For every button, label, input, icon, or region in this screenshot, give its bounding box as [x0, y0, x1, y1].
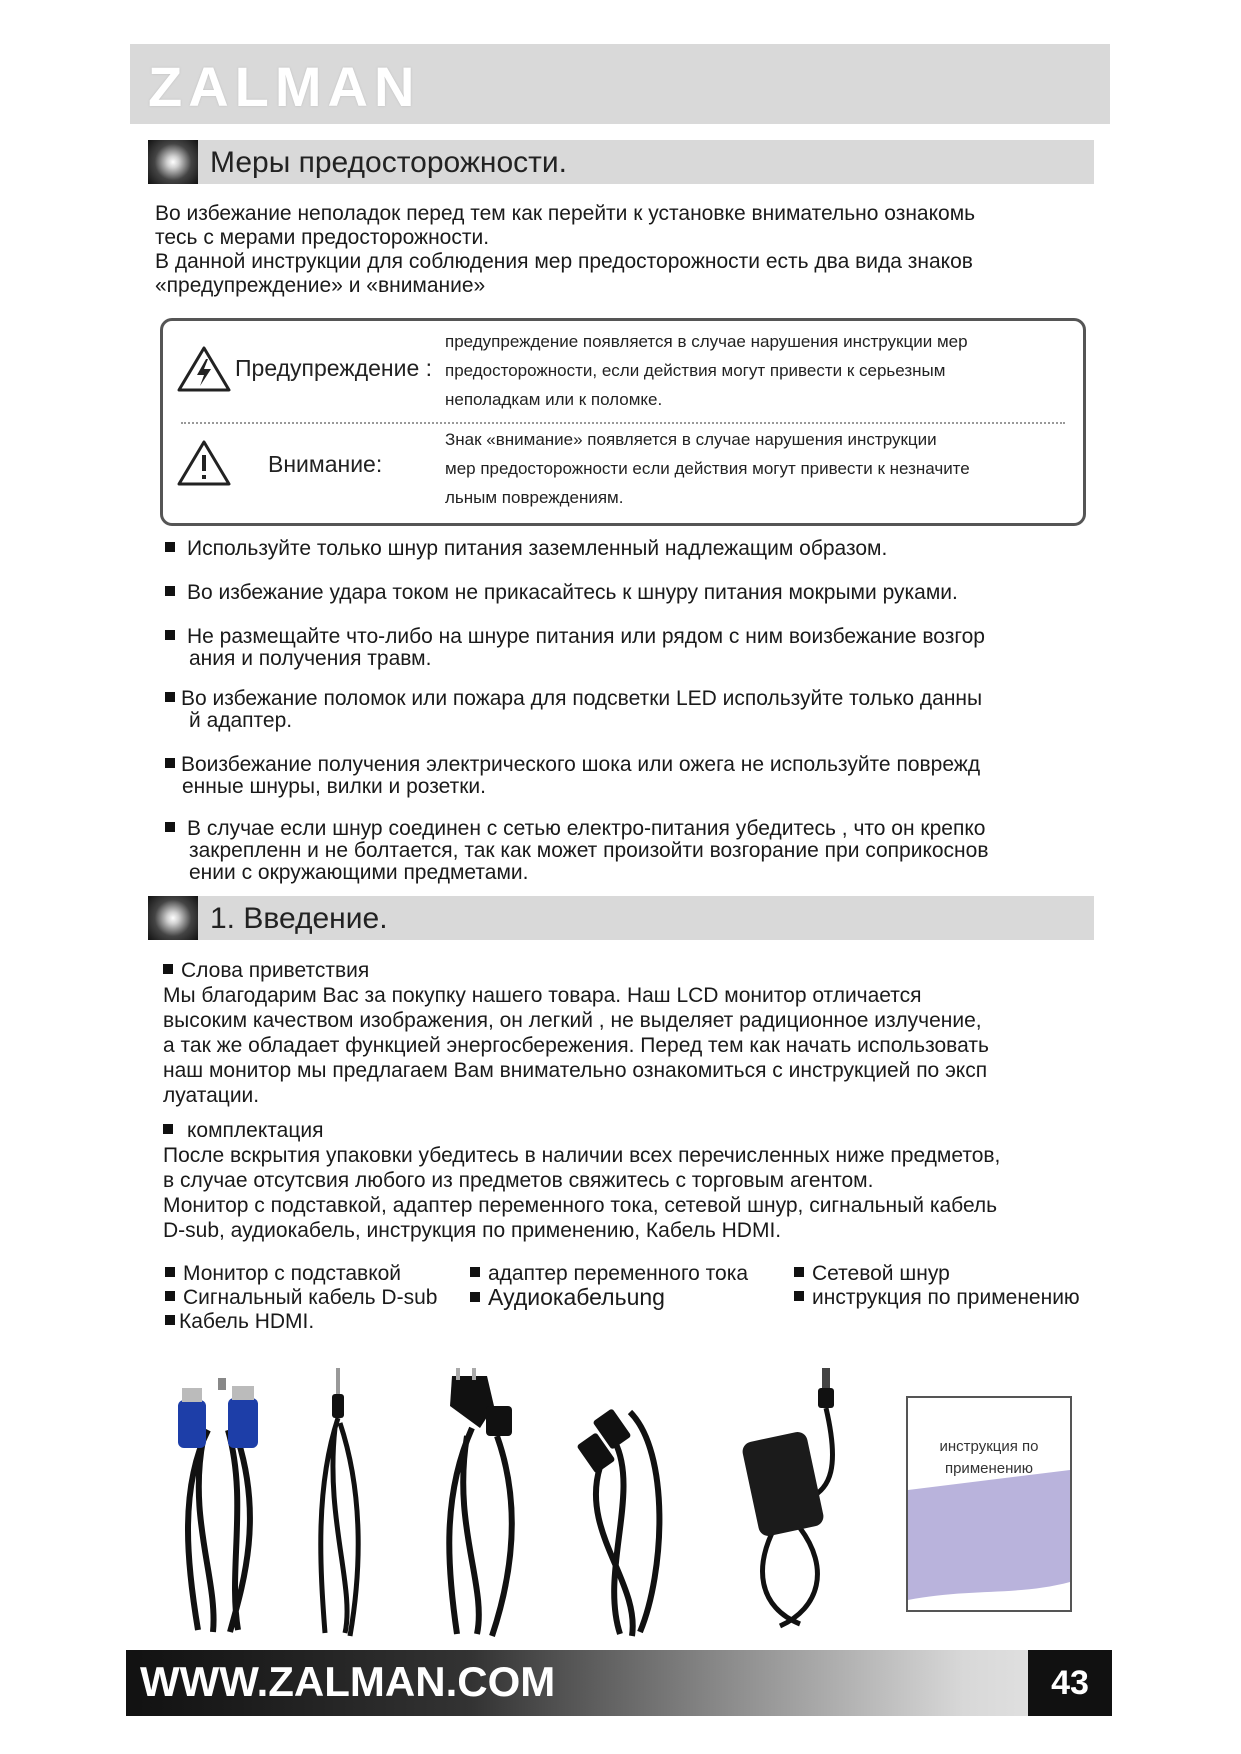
greeting-line: а так же обладает функцией энергосбережения. Перед тем как начать использовать: [163, 1034, 989, 1057]
caution-line: льным повреждениям.: [445, 488, 624, 507]
bullet-square-icon: [165, 586, 175, 596]
zalman-logo: ZALMAN: [148, 55, 421, 118]
bullet-square-icon: [794, 1291, 804, 1301]
greeting-block: [163, 958, 989, 1108]
caution-line: Знак «внимание» появляется в случае нарушения инструкции: [445, 430, 937, 449]
bullet-text: ении с окружающими предметами.: [189, 861, 529, 884]
package-item: [165, 1310, 314, 1334]
package-block: [163, 1118, 1000, 1243]
greeting-line: луатации.: [163, 1084, 260, 1107]
bullet-square-icon: [165, 1315, 175, 1325]
precaution-bullet: [165, 754, 980, 798]
bullet-square-icon: [165, 1267, 175, 1277]
manual-caption-line: инструкция по: [939, 1438, 1039, 1455]
package-item: [794, 1286, 1080, 1310]
package-line: D-sub, аудиокабель, инструкция по применению, Кабель HDMI.: [163, 1219, 782, 1242]
greeting-line: Мы благодарим Вас за покупку нашего товара. Наш LCD монитор отличается: [163, 984, 922, 1007]
bullet-square-icon: [165, 630, 175, 640]
bullet-text: Во избежание удара током не прикасайтесь к шнуру питания мокрыми руками.: [187, 581, 958, 604]
precaution-bullet: [165, 626, 985, 670]
audio-cable-image: [310, 1368, 380, 1640]
bullet-square-icon: [165, 822, 175, 832]
package-item: [165, 1262, 401, 1286]
caution-description: [445, 425, 970, 512]
user-manual-image: [906, 1396, 1072, 1612]
page-header: [130, 44, 1110, 124]
bullet-text: ания и получения травм.: [189, 647, 432, 670]
warning-description: [445, 327, 968, 414]
bullet-text: Используйте только шнур питания заземленный надлежащим образом.: [187, 537, 888, 560]
precautions-intro: [155, 202, 975, 298]
greeting-line: высоким качеством изображения, он легкий , не выделяет радиционное излучение,: [163, 1009, 982, 1032]
section-bar-introduction: [148, 896, 1094, 940]
warning-legend-box: [160, 318, 1086, 526]
legend-divider: [181, 422, 1065, 424]
hdmi-cable-image: [570, 1372, 680, 1640]
caution-icon: [177, 439, 231, 487]
bullet-square-icon: [163, 964, 173, 974]
warning-line: предосторожности, если действия могут привести к серьезным: [445, 361, 946, 380]
section-title: Меры предосторожности.: [210, 146, 568, 179]
bullet-text: й адаптер.: [189, 709, 293, 732]
website-url: WWW.ZALMAN.COM: [140, 1658, 556, 1705]
greeting-heading: Слова приветствия: [181, 959, 370, 982]
bullet-square-icon: [165, 692, 175, 702]
dsub-cable-image: [168, 1370, 278, 1640]
item-text: инструкция по применению: [812, 1286, 1080, 1309]
intro-line: тесь с мерами предосторожности.: [155, 226, 490, 249]
warning-line: предупреждение появляется в случае нарушения инструкции мер: [445, 332, 968, 351]
bullet-square-icon: [470, 1292, 480, 1302]
warning-label: Предупреждение :: [235, 355, 433, 381]
item-text: Монитор с подставкой: [183, 1262, 402, 1285]
package-line: в случае отсутсвия любого из предметов свяжитесь с торговым агентом.: [163, 1169, 874, 1192]
package-item: [470, 1262, 748, 1286]
manual-caption-line: применению: [944, 1460, 1034, 1477]
item-text: Сетевой шнур: [812, 1262, 950, 1285]
bullet-text: Не размещайте что-либо на шнуре питания или рядом с ним воизбежание возгор: [187, 625, 985, 648]
warning-line: неполадкам или к поломке.: [445, 390, 663, 409]
package-heading: комплектация: [187, 1119, 324, 1142]
intro-line: Во избежание неполадок перед тем как перейти к установке внимательно ознакомь: [155, 202, 976, 225]
bullet-square-icon: [165, 758, 175, 768]
section-bullet-icon: [148, 140, 198, 184]
section-bar-precautions: [148, 140, 1094, 184]
intro-line: В данной инструкции для соблюдения мер предосторожности есть два вида знаков: [155, 250, 973, 273]
power-cord-image: [432, 1366, 532, 1640]
ac-adapter-image: [740, 1368, 860, 1630]
item-text: адаптер переменного тока: [488, 1262, 749, 1285]
section-bullet-icon: [148, 896, 198, 940]
page-number: 43: [1028, 1650, 1112, 1716]
bullet-square-icon: [165, 542, 175, 552]
precaution-bullet: [165, 818, 989, 884]
package-item: [165, 1286, 437, 1310]
intro-line: «предупреждение» и «внимание»: [155, 274, 486, 297]
page-footer: [126, 1650, 1112, 1716]
manual-cover-wave: [908, 1470, 1070, 1610]
greeting-line: наш монитор мы предлагаем Вам внимательно ознакомиться с инструкцией по эксп: [163, 1059, 988, 1082]
package-item: [470, 1284, 665, 1311]
bullet-text: закрепленн и не болтается, так как может произойти возгорание при соприкоснов: [189, 839, 989, 862]
item-text: Аудиокабельung: [488, 1284, 665, 1310]
package-line: После вскрытия упаковки убедитесь в наличии всех перечисленных ниже предметов,: [163, 1144, 1001, 1167]
item-text: Сигнальный кабель D-sub: [183, 1286, 438, 1309]
precaution-bullet: [165, 538, 887, 560]
package-line: Монитор с подставкой, адаптер переменного тока, сетевой шнур, сигнальный кабель: [163, 1194, 998, 1217]
bullet-text: Во избежание поломок или пожара для подсветки LED используйте только данны: [181, 687, 983, 710]
bullet-square-icon: [794, 1267, 804, 1277]
manual-caption: [908, 1436, 1070, 1480]
bullet-square-icon: [470, 1267, 480, 1277]
bullet-text: В случае если шнур соединен с сетью електро-питания убедитесь , что он крепко: [187, 817, 986, 840]
caution-line: мер предосторожности если действия могут привести к незначите: [445, 459, 970, 478]
precaution-bullet: [165, 582, 958, 604]
bullet-text: енные шнуры, вилки и розетки.: [182, 775, 486, 798]
electric-hazard-icon: [177, 345, 231, 393]
item-text: Кабель HDMI.: [179, 1310, 315, 1333]
caution-label: Внимание:: [268, 451, 383, 477]
bullet-square-icon: [165, 1291, 175, 1301]
bullet-text: Воизбежание получения электрического шока или ожега не используйте поврежд: [181, 753, 981, 776]
section-title: 1. Введение.: [210, 902, 388, 935]
package-item: [794, 1262, 950, 1286]
precaution-bullet: [165, 688, 982, 732]
bullet-square-icon: [163, 1124, 173, 1134]
